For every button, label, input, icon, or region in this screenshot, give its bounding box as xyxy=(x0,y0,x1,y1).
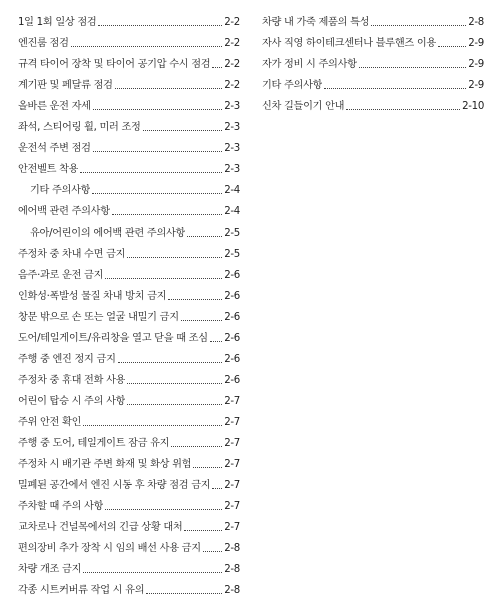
dot-leader xyxy=(438,46,466,47)
dot-leader xyxy=(83,425,222,426)
toc-entry-title: 각종 시트커버류 작업 시 유의 xyxy=(18,585,145,597)
toc-entry-title: 계기판 및 페달류 점검 xyxy=(18,80,113,92)
toc-entry-title: 주위 안전 확인 xyxy=(18,416,82,428)
toc-entry-title: 올바른 운전 자세 xyxy=(18,101,91,113)
dot-leader xyxy=(359,67,467,68)
dot-leader xyxy=(168,299,222,300)
toc-entry-title: 기타 주의사항 xyxy=(30,185,91,197)
toc-entry-title: 창문 밖으로 손 또는 얼굴 내밀기 금지 xyxy=(18,311,179,323)
toc-entry-title: 도어/테일게이트/유리창을 열고 닫을 때 조심 xyxy=(18,332,208,344)
dot-leader xyxy=(127,404,222,405)
toc-entry-title: 좌석, 스티어링 휠, 미러 조정 xyxy=(18,122,141,134)
dot-leader xyxy=(92,193,222,194)
toc-entry[interactable] xyxy=(18,8,240,29)
toc-entry[interactable] xyxy=(18,576,240,597)
toc-entry-page: 2-6 xyxy=(224,290,240,302)
toc-entry-page: 2-2 xyxy=(224,59,240,71)
toc-entry-title: 주차할 때 주의 사항 xyxy=(18,501,104,513)
dot-leader xyxy=(203,551,222,552)
toc-entry-page: 2-7 xyxy=(224,522,240,534)
toc-entry[interactable] xyxy=(18,92,240,113)
dot-leader xyxy=(187,236,222,237)
toc-entry[interactable] xyxy=(18,450,240,471)
toc-entry-page: 2-9 xyxy=(468,80,484,92)
toc-entry-title: 유아/어린이의 에어백 관련 주의사항 xyxy=(30,227,186,239)
toc-entry-page: 2-8 xyxy=(468,17,484,29)
toc-entry[interactable] xyxy=(18,513,240,534)
toc-entry[interactable] xyxy=(18,155,240,176)
toc-column-right xyxy=(262,8,484,113)
dot-leader xyxy=(346,109,460,110)
toc-entry[interactable] xyxy=(18,113,240,134)
toc-entry[interactable] xyxy=(18,282,240,303)
toc-column-left xyxy=(18,8,240,597)
toc-entry-page: 2-9 xyxy=(468,59,484,71)
toc-entry[interactable] xyxy=(18,366,240,387)
toc-entry-title: 주정차 중 차내 수면 금지 xyxy=(18,248,126,260)
dot-leader xyxy=(127,257,222,258)
toc-entry[interactable] xyxy=(18,134,240,155)
dot-leader xyxy=(112,214,223,215)
toc-entry[interactable] xyxy=(262,29,484,50)
toc-entry-page: 2-7 xyxy=(224,395,240,407)
toc-entry[interactable] xyxy=(262,71,484,92)
dot-leader xyxy=(118,362,223,363)
toc-entry-page: 2-3 xyxy=(224,101,240,113)
toc-entry[interactable] xyxy=(18,492,240,513)
toc-entry[interactable] xyxy=(18,218,240,239)
dot-leader xyxy=(115,88,223,89)
toc-entry-page: 2-10 xyxy=(462,101,484,113)
toc-entry-page: 2-6 xyxy=(224,332,240,344)
dot-leader xyxy=(105,278,222,279)
toc-entry-title: 1일 1회 일상 점검 xyxy=(18,17,97,29)
toc-entry[interactable] xyxy=(18,324,240,345)
dot-leader xyxy=(181,320,223,321)
toc-entry-page: 2-6 xyxy=(224,353,240,365)
toc-entry[interactable] xyxy=(18,471,240,492)
toc-entry-title: 인화성·폭발성 물질 차내 방치 금지 xyxy=(18,290,167,302)
dot-leader xyxy=(98,25,222,26)
toc-entry-title: 에어백 관련 주의사항 xyxy=(18,206,110,218)
dot-leader xyxy=(93,151,223,152)
toc-entry-page: 2-8 xyxy=(224,543,240,555)
dot-leader xyxy=(143,130,223,131)
toc-entry[interactable] xyxy=(262,8,484,29)
dot-leader xyxy=(105,509,222,510)
toc-entry-title: 밀폐된 공간에서 엔진 시동 후 차량 점검 금지 xyxy=(18,480,211,492)
dot-leader xyxy=(210,341,222,342)
toc-entry[interactable] xyxy=(18,197,240,218)
toc-entry[interactable] xyxy=(18,408,240,429)
toc-entry-title: 차량 개조 금지 xyxy=(18,564,82,576)
toc-entry[interactable] xyxy=(18,261,240,282)
dot-leader xyxy=(71,46,223,47)
toc-entry-title: 안전벨트 착용 xyxy=(18,164,79,176)
toc-entry-page: 2-2 xyxy=(224,17,240,29)
dot-leader xyxy=(146,593,222,594)
toc-entry-page: 2-6 xyxy=(224,374,240,386)
toc-entry-page: 2-8 xyxy=(224,585,240,597)
toc-entry[interactable] xyxy=(18,50,240,71)
toc-entry-page: 2-2 xyxy=(224,38,240,50)
dot-leader xyxy=(171,446,222,447)
toc-entry-page: 2-2 xyxy=(224,80,240,92)
toc-entry[interactable] xyxy=(18,387,240,408)
toc-entry[interactable] xyxy=(18,534,240,555)
toc-entry-title: 편의장비 추가 장착 시 임의 배선 사용 금지 xyxy=(18,543,201,555)
toc-entry[interactable] xyxy=(18,29,240,50)
toc-entry-title: 주정차 시 배기관 주변 화재 및 화상 위험 xyxy=(18,459,192,471)
dot-leader xyxy=(212,67,222,68)
toc-entry-title: 신차 길들이기 안내 xyxy=(262,101,345,113)
toc-entry-page: 2-6 xyxy=(224,269,240,281)
dot-leader xyxy=(93,109,223,110)
toc-entry-title: 운전석 주변 점검 xyxy=(18,143,91,155)
toc-entry[interactable] xyxy=(262,92,484,113)
dot-leader xyxy=(212,488,222,489)
toc-entry-page: 2-3 xyxy=(224,164,240,176)
toc-entry-page: 2-4 xyxy=(224,206,240,218)
toc-entry[interactable] xyxy=(18,176,240,197)
toc-entry-title: 규격 타이어 장착 및 타이어 공기압 수시 점검 xyxy=(18,59,211,71)
toc-entry-page: 2-7 xyxy=(224,459,240,471)
toc-entry-page: 2-7 xyxy=(224,416,240,428)
toc-entry-page: 2-5 xyxy=(224,227,240,239)
toc-entry-title: 자가 정비 시 주의사항 xyxy=(262,59,357,71)
toc-entry-page: 2-6 xyxy=(224,311,240,323)
toc-entry-title: 주정차 중 휴대 전화 사용 xyxy=(18,374,126,386)
toc-entry-title: 엔진룸 점검 xyxy=(18,38,69,50)
toc-entry-title: 어린이 탑승 시 주의 사항 xyxy=(18,395,126,407)
toc-entry[interactable] xyxy=(262,50,484,71)
toc-entry-title: 교차로나 건널목에서의 긴급 상황 대처 xyxy=(18,522,183,534)
toc-entry-page: 2-3 xyxy=(224,143,240,155)
toc-entry-page: 2-7 xyxy=(224,437,240,449)
toc-entry[interactable] xyxy=(18,555,240,576)
toc-entry-title: 차량 내 가죽 제품의 특성 xyxy=(262,17,370,29)
toc-entry-page: 2-9 xyxy=(468,38,484,50)
toc-entry[interactable] xyxy=(18,240,240,261)
toc-entry[interactable] xyxy=(18,71,240,92)
toc-entry-title: 음주·과로 운전 금지 xyxy=(18,269,104,281)
toc-entry-page: 2-5 xyxy=(224,248,240,260)
toc-entry-title: 기타 주의사항 xyxy=(262,80,323,92)
toc-entry-title: 주행 중 도어, 테일게이트 잠금 유지 xyxy=(18,437,170,449)
toc-entry-page: 2-7 xyxy=(224,501,240,513)
dot-leader xyxy=(80,172,222,173)
dot-leader xyxy=(83,572,222,573)
toc-entry-page: 2-3 xyxy=(224,122,240,134)
dot-leader xyxy=(324,88,466,89)
dot-leader xyxy=(127,383,222,384)
toc-entry-title: 주행 중 엔진 정지 금지 xyxy=(18,353,116,365)
toc-entry-page: 2-4 xyxy=(224,185,240,197)
toc-entry[interactable] xyxy=(18,303,240,324)
toc-entry-page: 2-7 xyxy=(224,480,240,492)
dot-leader xyxy=(371,25,466,26)
dot-leader xyxy=(184,530,222,531)
dot-leader xyxy=(193,467,222,468)
toc-entry[interactable] xyxy=(18,345,240,366)
toc-entry[interactable] xyxy=(18,429,240,450)
toc-entry-title: 자사 직영 하이테크센터나 블루핸즈 이용 xyxy=(262,38,436,50)
toc-entry-page: 2-8 xyxy=(224,564,240,576)
